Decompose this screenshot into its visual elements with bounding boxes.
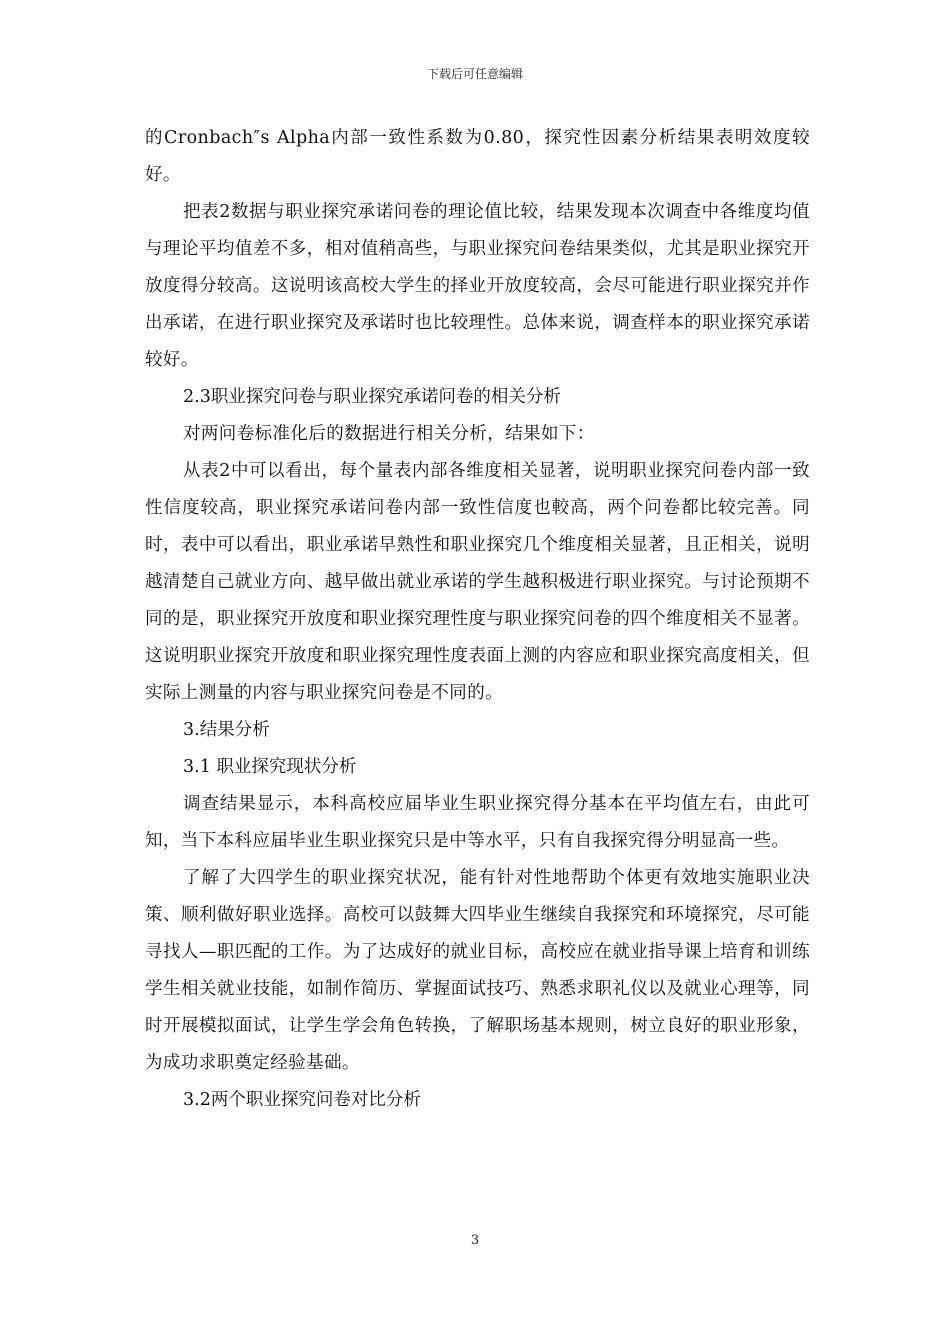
section-heading-3: 3.结果分析 (183, 720, 270, 740)
paragraph-correlation-results: 从表2中可以看出，每个量表内部各维度相关显著，说明职业探究问卷内部一致性信度较高，职业探究承诺问卷内部一致性信度也較高，两个问卷都比较完善。同时，表中可以看出，职业承诺早熟性和职业探究几个维度相关显著，且正相关，说明越清楚自己就业方向、越早做出就业承诺的学生越积极进行职业探究。与讨论预期不同的是，职业探究开放度和职业探究理性度与职业探究问卷的四个维度相关不显著。这说明职业探究开放度和职业探究理性度表面上测的内容应和职业探究高度相关，但实际上测量的内容与职业探究问卷是不同的。 (145, 461, 810, 703)
paragraph-survey-results: 调查结果显示，本科高校应届毕业生职业探究得分基本在平均值左右，由此可知，当下本科应届毕业生职业探究只是中等水平，只有自我探究得分明显高一些。 (145, 794, 810, 851)
document-body (145, 120, 810, 1119)
page-header: 下载后可任意编辑 (426, 67, 523, 81)
paragraph-recommendations: 了解了大四学生的职业探究状况，能有针对性地帮助个体更有效地实施职业决策、顺利做好职业选择。高校可以鼓舞大四毕业生继续自我探究和环境探究，尽可能寻找人—职匹配的工作。为了达成好的就业目标，高校应在就业指导课上培育和训练学生相关就业技能，如制作简历、掌握面试技巧、熟悉求职礼仪以及就业心理等，同时开展模拟面试，让学生学会角色转换，了解职场基本规则，树立良好的职业形象，为成功求职奠定经验基础。 (145, 868, 810, 1073)
section-heading-3-2: 3.2两个职业探究问卷对比分析 (183, 1090, 421, 1110)
paragraph-comparison: 把表2数据与职业探究承诺问卷的理论值比较，结果发现本次调查中各维度均值与理论平均值差不多，相对值稍高些，与职业探究问卷结果类似，尤其是职业探究开放度得分较高。这说明该高校大学生的择业开放度较高，会尽可能进行职业探究并作出承诺，在进行职业探究及承诺时也比较理性。总体来说，调查样本的职业探究承诺较好。 (145, 202, 810, 370)
page-number: 3 (470, 1233, 480, 1248)
section-heading-3-1: 3.1 职业探究现状分析 (183, 757, 357, 777)
paragraph-continued: 的Cronbach″s Alpha内部一致性系数为0.80，探究性因素分析结果表明效度较好。 (145, 128, 810, 185)
section-heading-2-3: 2.3职业探究问卷与职业探究承诺问卷的相关分析 (183, 387, 561, 407)
paragraph-correlation-intro: 对两问卷标准化后的数据进行相关分析，结果如下： (183, 424, 595, 444)
